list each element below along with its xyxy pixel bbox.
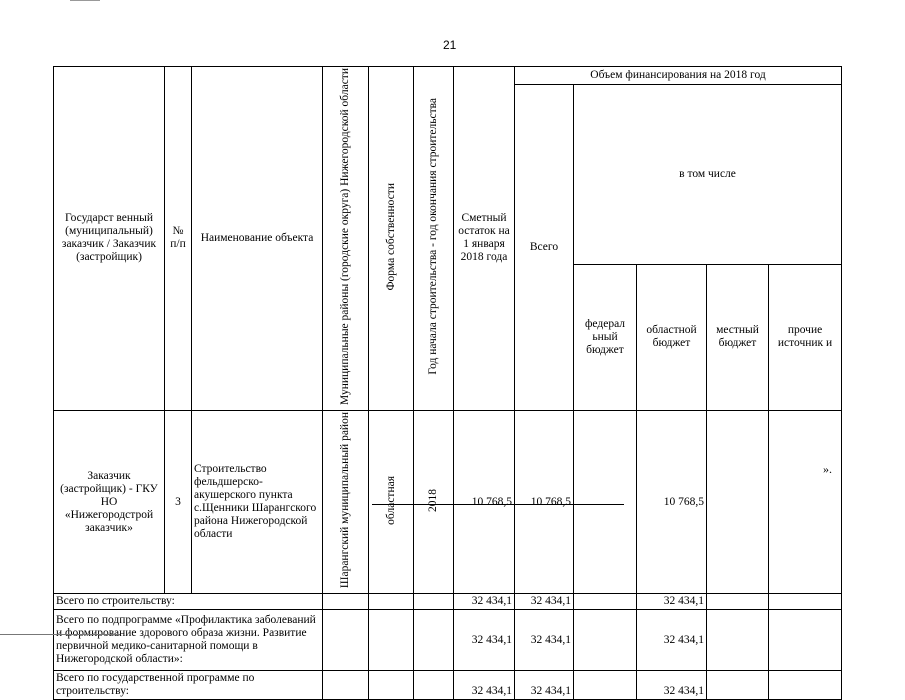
header-ownership: Форма собственности [369,67,414,411]
cell-remaining: 10 768,5 [454,410,515,593]
header-local: местный бюджет [707,264,769,410]
cell-regional: 10 768,5 [637,410,707,593]
header-num: № п/п [165,67,192,411]
cell-total: 10 768,5 [515,410,574,593]
total-remaining: 32 434,1 [454,610,515,671]
header-funding-group: Объем финансирования на 2018 год [515,67,842,85]
cell-object-name: Строительство фельдшерско-акушерского пункта с.Щенники Шарангского района Нижегородской области [192,410,323,593]
total-label: Всего по государственной программе по строительству: [54,671,323,700]
cell-customer: Заказчик (застройщик) - ГКУ НО «Нижегородстрой заказчик» [54,410,165,593]
total-sum: 32 434,1 [515,610,574,671]
separator-line [372,504,624,505]
total-regional: 32 434,1 [637,671,707,700]
total-label: Всего по подпрограмме «Профилактика заболеваний и формирование здорового образа жизни. Развитие первичной медико-санитарной помощи в Нижегородской области»: [54,610,323,671]
header-customer: Государст венный (муниципальный) заказчик / Заказчик (застройщик) [54,67,165,411]
header-object-name: Наименование объекта [192,67,323,411]
header-remaining: Сметный остаток на 1 января 2018 года [454,67,515,411]
cell-years: 2018 [414,410,454,593]
header-other: прочие источник и [769,264,842,410]
scan-artifact-top [70,0,100,1]
total-remaining: 32 434,1 [454,594,515,610]
header-years: Год начала строительства - год окончания строительства [414,67,454,411]
page-number: 21 [443,38,457,52]
table-row [54,410,842,593]
total-regional: 32 434,1 [637,610,707,671]
total-remaining: 32 434,1 [454,671,515,700]
total-sum: 32 434,1 [515,594,574,610]
total-regional: 32 434,1 [637,594,707,610]
cell-num: 3 [165,410,192,593]
header-municipal: Муниципальные районы (городские округа) Нижегородской области [323,67,369,411]
scan-artifact-bottom [0,634,120,635]
cell-local [707,410,769,593]
header-total: Всего [515,85,574,411]
cell-other [769,410,842,593]
header-federal: федерал ьный бюджет [574,264,637,410]
total-row [54,671,842,700]
funding-table [53,66,842,700]
total-label: Всего по строительству: [54,594,323,610]
closing-quote: ». [823,462,832,476]
header-including: в том числе [574,85,842,265]
header-regional: областной бюджет [637,264,707,410]
cell-municipal: Шарангский муниципальный район [323,410,369,593]
total-sum: 32 434,1 [515,671,574,700]
total-row [54,610,842,671]
cell-ownership: областная [369,410,414,593]
total-row [54,594,842,610]
cell-federal [574,410,637,593]
